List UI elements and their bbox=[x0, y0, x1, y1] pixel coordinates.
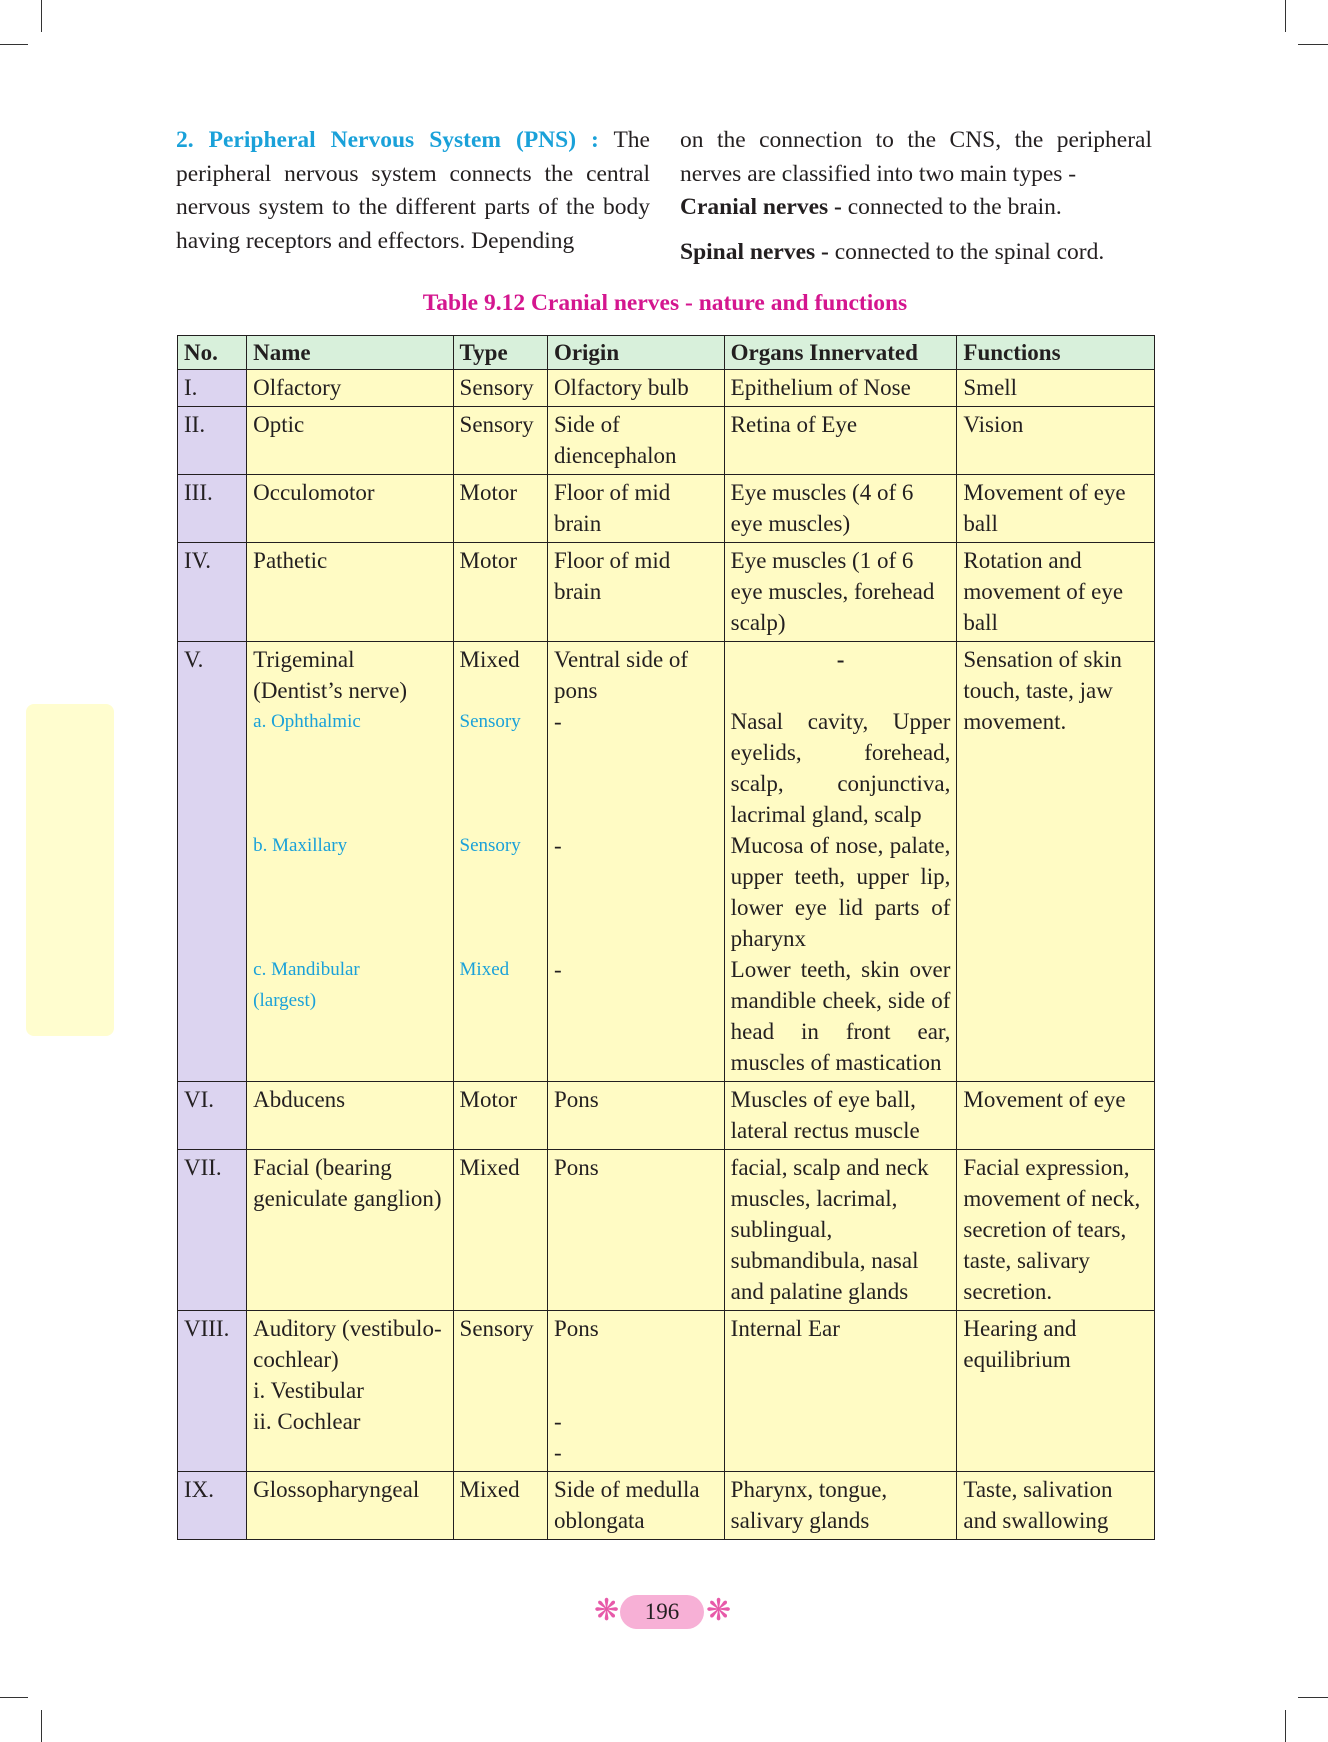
table-row-trigeminal bbox=[178, 642, 1155, 1082]
cell-origin: Olfactory bulb bbox=[547, 370, 724, 407]
cell-type bbox=[453, 642, 547, 1082]
cell-name: Olfactory bbox=[247, 370, 453, 407]
crop-mark bbox=[0, 1697, 28, 1698]
cell-no: VIII. bbox=[178, 1311, 247, 1472]
cell-functions: Taste, salivation and swallowing bbox=[957, 1472, 1155, 1540]
table-header-row bbox=[178, 336, 1155, 370]
header-no: No. bbox=[178, 336, 247, 370]
cranial-nerves-table bbox=[177, 335, 1155, 1540]
cell-functions: Smell bbox=[957, 370, 1155, 407]
sub-organs-mandibular: Lower teeth, skin over mandible cheek, side of head in front ear, muscles of mastication bbox=[730, 957, 951, 1075]
sub-name-ophthalmic: a. Ophthalmic bbox=[253, 711, 361, 732]
name-vestibular: i. Vestibular bbox=[253, 1378, 364, 1403]
table-row bbox=[178, 1082, 1155, 1150]
table-row bbox=[178, 543, 1155, 642]
cell-no: III. bbox=[178, 475, 247, 543]
cell-functions: Vision bbox=[957, 407, 1155, 475]
name-cochlear: ii. Cochlear bbox=[253, 1409, 361, 1434]
cell-type: Sensory bbox=[453, 370, 547, 407]
organs-main: - bbox=[836, 647, 845, 672]
crop-mark bbox=[0, 44, 28, 45]
cell-origin: Side of diencephalon bbox=[547, 407, 724, 475]
spinal-line bbox=[680, 236, 1152, 270]
cell-origin bbox=[547, 1311, 724, 1472]
cell-type: Sensory bbox=[453, 1311, 547, 1472]
cell-name bbox=[247, 1311, 453, 1472]
table-row bbox=[178, 407, 1155, 475]
header-name: Name bbox=[247, 336, 453, 370]
header-type: Type bbox=[453, 336, 547, 370]
sub-origin-ophthalmic: - bbox=[553, 709, 562, 734]
cell-functions: Hearing and equilibrium bbox=[957, 1311, 1155, 1472]
cell-type: Mixed bbox=[453, 1472, 547, 1540]
origin-main: Pons bbox=[553, 1316, 599, 1341]
cell-type: Motor bbox=[453, 543, 547, 642]
cell-organs bbox=[724, 642, 957, 1082]
cell-functions: Movement of eye ball bbox=[957, 475, 1155, 543]
pns-title: 2. Peripheral Nervous System (PNS) : bbox=[176, 127, 599, 153]
cell-type: Sensory bbox=[453, 407, 547, 475]
sub-type-maxillary: Sensory bbox=[459, 835, 521, 856]
cell-name: Facial (bearing geniculate ganglion) bbox=[247, 1150, 453, 1311]
flourish-right-icon: ❋ bbox=[706, 1594, 732, 1627]
sub-name-maxillary: b. Maxillary bbox=[253, 835, 348, 856]
sub-type-mandibular: Mixed bbox=[459, 959, 510, 980]
sub-organs-maxillary: Mucosa of nose, palate, upper teeth, upper lip, lower eye lid parts of pharynx bbox=[730, 833, 951, 951]
header-origin: Origin bbox=[547, 336, 724, 370]
flourish-left-icon: ❋ bbox=[594, 1594, 620, 1627]
pns-paragraph bbox=[176, 124, 650, 258]
cell-organs: facial, scalp and neck muscles, lacrimal, sublingual, submandibula, nasal and palatine glands bbox=[724, 1150, 957, 1311]
sub-name-mandibular: c. Mandibular bbox=[253, 959, 360, 980]
origin-main: Ventral side of pons bbox=[553, 647, 689, 703]
cell-no: VII. bbox=[178, 1150, 247, 1311]
sub-organs-ophthalmic: Nasal cavity, Upper eyelids, forehead, scalp, conjunctiva, lacrimal gland, scalp bbox=[730, 709, 951, 827]
cell-name bbox=[247, 642, 453, 1082]
cell-organs: Muscles of eye ball, lateral rectus muscle bbox=[724, 1082, 957, 1150]
cell-type: Motor bbox=[453, 1082, 547, 1150]
table-row-auditory bbox=[178, 1311, 1155, 1472]
sub-type-ophthalmic: Sensory bbox=[459, 711, 521, 732]
cranial-text: connected to the brain. bbox=[847, 194, 1062, 220]
sub-name-mandibular-note: (largest) bbox=[253, 990, 317, 1011]
cell-origin: Pons bbox=[547, 1150, 724, 1311]
cell-type: Motor bbox=[453, 475, 547, 543]
classification-text: on the connection to the CNS, the peripheral nerves are classified into two main types - bbox=[680, 127, 1152, 187]
crop-mark bbox=[1298, 44, 1328, 45]
header-functions: Functions bbox=[957, 336, 1155, 370]
cell-organs: Internal Ear bbox=[724, 1311, 957, 1472]
sub-origin-maxillary: - bbox=[553, 833, 562, 858]
sub-origin-mandibular: - bbox=[553, 957, 562, 982]
table-caption: Table 9.12 Cranial nerves - nature and functions bbox=[422, 290, 908, 316]
cell-origin: Pons bbox=[547, 1082, 724, 1150]
pns-text: The peripheral nervous system connects the central nervous system to the different parts of the body having receptors and effectors. Depending bbox=[176, 127, 650, 254]
crop-mark bbox=[41, 0, 42, 32]
cell-organs: Eye muscles (1 of 6 eye muscles, forehead scalp) bbox=[724, 543, 957, 642]
crop-mark bbox=[41, 1710, 42, 1742]
cell-organs: Retina of Eye bbox=[724, 407, 957, 475]
cell-origin: Floor of mid brain bbox=[547, 543, 724, 642]
side-tab bbox=[26, 704, 114, 1036]
cell-origin: Floor of mid brain bbox=[547, 475, 724, 543]
cranial-label: Cranial nerves - bbox=[680, 194, 842, 220]
cell-name: Glossopharyngeal bbox=[247, 1472, 453, 1540]
cell-origin bbox=[547, 642, 724, 1082]
cell-functions: Facial expression, movement of neck, secretion of tears, taste, salivary secretion. bbox=[957, 1150, 1155, 1311]
cell-functions: Movement of eye bbox=[957, 1082, 1155, 1150]
type-main: Mixed bbox=[459, 647, 520, 672]
cell-no: I. bbox=[178, 370, 247, 407]
cell-type: Mixed bbox=[453, 1150, 547, 1311]
cell-no: IX. bbox=[178, 1472, 247, 1540]
cell-functions: Rotation and movement of eye ball bbox=[957, 543, 1155, 642]
spinal-label: Spinal nerves - bbox=[680, 238, 829, 265]
name-main: Trigeminal (Dentist’s nerve) bbox=[253, 647, 408, 703]
crop-mark bbox=[1285, 1710, 1286, 1742]
spinal-text: connected to the spinal cord. bbox=[834, 238, 1105, 265]
cell-no: IV. bbox=[178, 543, 247, 642]
table-row bbox=[178, 1472, 1155, 1540]
table-row bbox=[178, 370, 1155, 407]
intro-right-column bbox=[680, 124, 1152, 269]
cell-no: II. bbox=[178, 407, 247, 475]
table-row bbox=[178, 1150, 1155, 1311]
cell-name: Pathetic bbox=[247, 543, 453, 642]
header-organs: Organs Innervated bbox=[724, 336, 957, 370]
cell-organs: Pharynx, tongue, salivary glands bbox=[724, 1472, 957, 1540]
cell-origin: Side of medulla oblongata bbox=[547, 1472, 724, 1540]
table-row bbox=[178, 475, 1155, 543]
cell-functions: Sensation of skin touch, taste, jaw movement. bbox=[957, 642, 1155, 1082]
origin-cochlear: - bbox=[553, 1440, 562, 1465]
origin-vestibular: - bbox=[553, 1409, 562, 1434]
cell-organs: Epithelium of Nose bbox=[724, 370, 957, 407]
cell-name: Abducens bbox=[247, 1082, 453, 1150]
cell-name: Optic bbox=[247, 407, 453, 475]
cell-no: V. bbox=[178, 642, 247, 1082]
intro-left-column bbox=[176, 124, 650, 258]
cell-organs: Eye muscles (4 of 6 eye muscles) bbox=[724, 475, 957, 543]
crop-mark bbox=[1298, 1697, 1328, 1698]
cranial-line bbox=[680, 191, 1152, 225]
name-main: Auditory (vestibulo-cochlear) bbox=[253, 1316, 442, 1372]
cell-name: Occulomotor bbox=[247, 475, 453, 543]
page-number: 196 bbox=[620, 1595, 704, 1629]
crop-mark bbox=[1285, 0, 1286, 32]
cell-no: VI. bbox=[178, 1082, 247, 1150]
